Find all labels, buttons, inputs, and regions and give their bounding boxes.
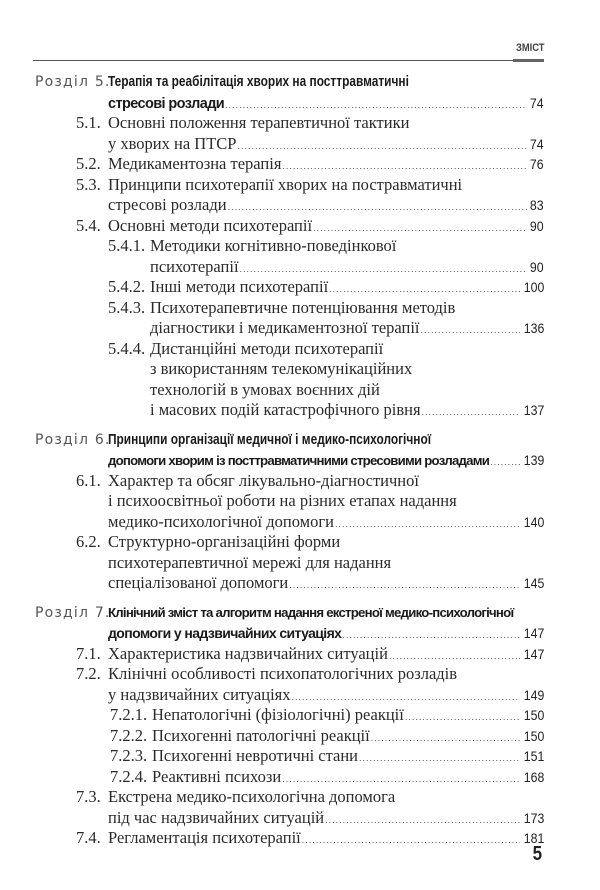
toc-chapter-heading-cont[interactable] (35, 450, 544, 471)
subsection-number: 5.4.4. (108, 338, 146, 358)
page-number: 83 (530, 197, 544, 213)
section-number: 5.1. (76, 113, 101, 132)
toc-entry-5-2[interactable] (35, 154, 544, 175)
subsection-number: 7.2.1. (110, 705, 148, 724)
toc-entry-5-3-cont[interactable] (35, 195, 544, 216)
page-number: 140 (523, 513, 544, 530)
section-title-line: Медикаментозна терапія (108, 154, 282, 173)
section-number: 6.1. (76, 470, 101, 490)
section-title-line: Регламентація психотерапії (108, 828, 301, 847)
toc-entry-5-4-1[interactable] (35, 236, 544, 257)
toc-chapter-heading[interactable] (35, 72, 544, 93)
section-title-line: Основні методи психотерапії (108, 215, 313, 235)
toc-entry-6-2-cont[interactable] (35, 573, 544, 594)
toc-entry-7-3-cont[interactable] (35, 808, 544, 829)
toc-entry-7-3[interactable] (35, 787, 544, 808)
page-number: 150 (523, 707, 544, 723)
section-title-line: психотерапевтичної мережі для надання (108, 552, 392, 572)
leader-dots (405, 707, 520, 728)
page-number: 76 (530, 156, 544, 172)
page-number: 90 (530, 217, 544, 234)
section-title-line: спеціалізованої допомоги (108, 573, 289, 592)
section-title-line: Характеристика надзвичайних ситуацій (108, 643, 388, 663)
toc-entry-7-2[interactable] (35, 664, 544, 685)
toc-entry-5-4-3-cont[interactable] (35, 318, 544, 339)
subsection-title-line: Інші методи психотерапії (150, 277, 329, 296)
header-title-underline (513, 59, 544, 62)
page-number: 139 (523, 452, 544, 468)
section-number: 5.3. (76, 174, 101, 194)
leader-dots (490, 452, 520, 473)
section-number: 5.4. (76, 215, 101, 235)
page-number: 147 (523, 645, 544, 662)
chapter-title-line: допомоги хворим із посттравматичними стресовими розладами (108, 453, 490, 468)
subsection-number: 7.2.2. (110, 725, 148, 745)
leader-dots (342, 625, 519, 646)
subsection-title-line: психотерапії (150, 256, 239, 276)
toc-entry-6-2-cont[interactable] (35, 553, 544, 574)
toc-entry-5-4-1-cont[interactable] (35, 257, 544, 278)
subsection-title-line: Методики когнітивно-поведінкової (150, 236, 397, 255)
subsection-title-line: Непатологічні (фізіологічні) реакції (152, 705, 404, 724)
leader-dots (292, 687, 520, 708)
chapter-label: Розділ 5. (35, 74, 111, 90)
section-title-line: стресові розлади (108, 195, 227, 214)
toc-entry-5-4-4-cont[interactable] (35, 359, 544, 380)
toc-entry-6-2[interactable] (35, 532, 544, 553)
page-number: 136 (523, 320, 544, 336)
subsection-number: 7.2.4. (110, 766, 148, 786)
toc-entry-5-4-4-cont[interactable] (35, 400, 544, 421)
page-number: 147 (523, 625, 544, 641)
toc-entry-5-4-4[interactable] (35, 339, 544, 360)
page-number: 181 (523, 830, 544, 846)
subsection-title-line: діагностики і медикаментозної терапії (150, 318, 420, 337)
section-number: 7.4. (76, 828, 101, 847)
toc-chapter-6 (35, 430, 544, 594)
leader-dots (302, 830, 520, 851)
section-title-line: Принципи психотерапії хворих на постравматичні (108, 174, 463, 194)
toc-chapter-5 (35, 72, 544, 421)
page-number: 90 (530, 258, 544, 275)
table-of-contents (35, 72, 544, 849)
page-number: 100 (523, 279, 544, 295)
toc-entry-5-4-3[interactable] (35, 298, 544, 319)
section-number: 6.2. (76, 532, 101, 551)
toc-entry-5-4-2[interactable] (35, 277, 544, 298)
chapter-title-line: Принципи організації медичної і медико-психологічної (108, 431, 432, 448)
subsection-title-line: Психогенні патологічні реакції (152, 725, 370, 745)
toc-entry-6-1-cont[interactable] (35, 491, 544, 512)
leader-dots (421, 320, 520, 341)
page-number: 145 (523, 575, 544, 591)
leader-dots (228, 197, 528, 218)
toc-entry-5-3[interactable] (35, 175, 544, 196)
toc-entry-7-2-cont[interactable] (35, 685, 544, 706)
toc-chapter-heading-cont[interactable] (35, 93, 544, 114)
toc-entry-5-1-cont[interactable] (35, 134, 544, 155)
page-number: 173 (523, 809, 544, 826)
subsection-number: 7.2.3. (110, 746, 148, 765)
toc-chapter-heading[interactable] (35, 603, 544, 624)
page-number: 168 (523, 768, 544, 785)
leader-dots (359, 748, 520, 769)
toc-chapter-7 (35, 603, 544, 849)
section-title-line: Основні положення терапевтичної тактики (108, 113, 410, 132)
page-folio-number: 5 (532, 843, 542, 865)
leader-dots (225, 95, 527, 116)
section-number: 5.2. (76, 154, 101, 173)
page-number: 137 (523, 402, 544, 418)
toc-entry-7-2-1[interactable] (35, 705, 544, 726)
subsection-number: 5.4.3. (108, 297, 146, 317)
chapter-title-line: стресові розлади (108, 95, 225, 112)
subsection-number: 5.4.2. (108, 277, 146, 296)
toc-entry-6-1-cont[interactable] (35, 512, 544, 533)
leader-dots (282, 769, 519, 790)
running-header (33, 40, 544, 64)
leader-dots (313, 218, 527, 239)
leader-dots (371, 728, 520, 749)
leader-dots (389, 646, 520, 667)
toc-entry-7-4[interactable] (35, 828, 544, 849)
page-number: 74 (530, 135, 544, 152)
leader-dots (237, 136, 527, 157)
toc-entry-7-1[interactable] (35, 644, 544, 665)
leader-dots (240, 259, 528, 280)
subsection-title-line: Реактивні психози (152, 766, 282, 786)
leader-dots (282, 156, 527, 177)
subsection-number: 5.4.1. (108, 236, 146, 255)
leader-dots (325, 810, 520, 831)
toc-entry-5-4[interactable] (35, 216, 544, 237)
section-title-line: у надзвичайних ситуаціях (108, 684, 291, 704)
chapter-title-line: Клінічний зміст та алгоритм надання екстреної медико-психологічної (108, 604, 514, 620)
leader-dots (329, 279, 519, 300)
toc-entry-5-4-4-cont[interactable] (35, 380, 544, 401)
section-number: 7.2. (76, 664, 101, 683)
section-title-line: Клінічні особливості психопатологічних розладів (108, 664, 458, 683)
section-title-line: Характер та обсяг лікувально-діагностичної (108, 470, 419, 490)
chapter-label: Розділ 6. (35, 431, 111, 448)
running-header-title: ЗМІСТ (515, 42, 544, 54)
header-rule (33, 60, 544, 61)
leader-dots (335, 514, 520, 535)
subsection-title-line: і масових подій катастрофічного рівня (150, 400, 421, 419)
page-number: 74 (530, 94, 544, 111)
chapter-label: Розділ 7. (35, 604, 111, 621)
toc-entry-7-2-3[interactable] (35, 746, 544, 767)
toc-entry-5-1[interactable] (35, 113, 544, 134)
page-number: 149 (523, 686, 544, 703)
toc-entry-7-2-4[interactable] (35, 767, 544, 788)
toc-chapter-heading-cont[interactable] (35, 623, 544, 644)
section-title-line: і психоосвітньої роботи на різних етапах надання (108, 491, 457, 510)
section-title-line: Екстрена медико-психологічна допомога (108, 787, 396, 806)
page-number: 151 (523, 748, 544, 764)
subsection-title-line: з використанням телекомунікаційних (150, 359, 413, 378)
section-number: 7.1. (76, 643, 101, 663)
subsection-title-line: Дистанційні методи психотерапії (150, 338, 384, 358)
toc-entry-6-1[interactable] (35, 471, 544, 492)
leader-dots (422, 402, 520, 423)
chapter-title-line: допомоги у надзвичайних ситуаціях (108, 625, 342, 641)
section-title-line: Структурно-організаційні форми (108, 532, 341, 551)
section-title-line: під час надзвичайних ситуацій (108, 807, 325, 827)
subsection-title-line: технологій в умовах воєнних дій (150, 379, 380, 399)
toc-chapter-heading[interactable] (35, 430, 544, 451)
subsection-title-line: Психотерапевтичне потенціювання методів (150, 297, 456, 317)
page-number: 150 (523, 727, 544, 744)
section-title-line: у хворих на ПТСР (108, 133, 237, 153)
chapter-title-line: Терапія та реабілітація хворих на посттравматичні (108, 74, 409, 90)
leader-dots (289, 575, 519, 596)
section-title-line: медико-психологічної допомоги (108, 511, 334, 531)
toc-entry-7-2-2[interactable] (35, 726, 544, 747)
section-number: 7.3. (76, 787, 101, 806)
subsection-title-line: Психогенні невротичні стани (152, 746, 359, 765)
